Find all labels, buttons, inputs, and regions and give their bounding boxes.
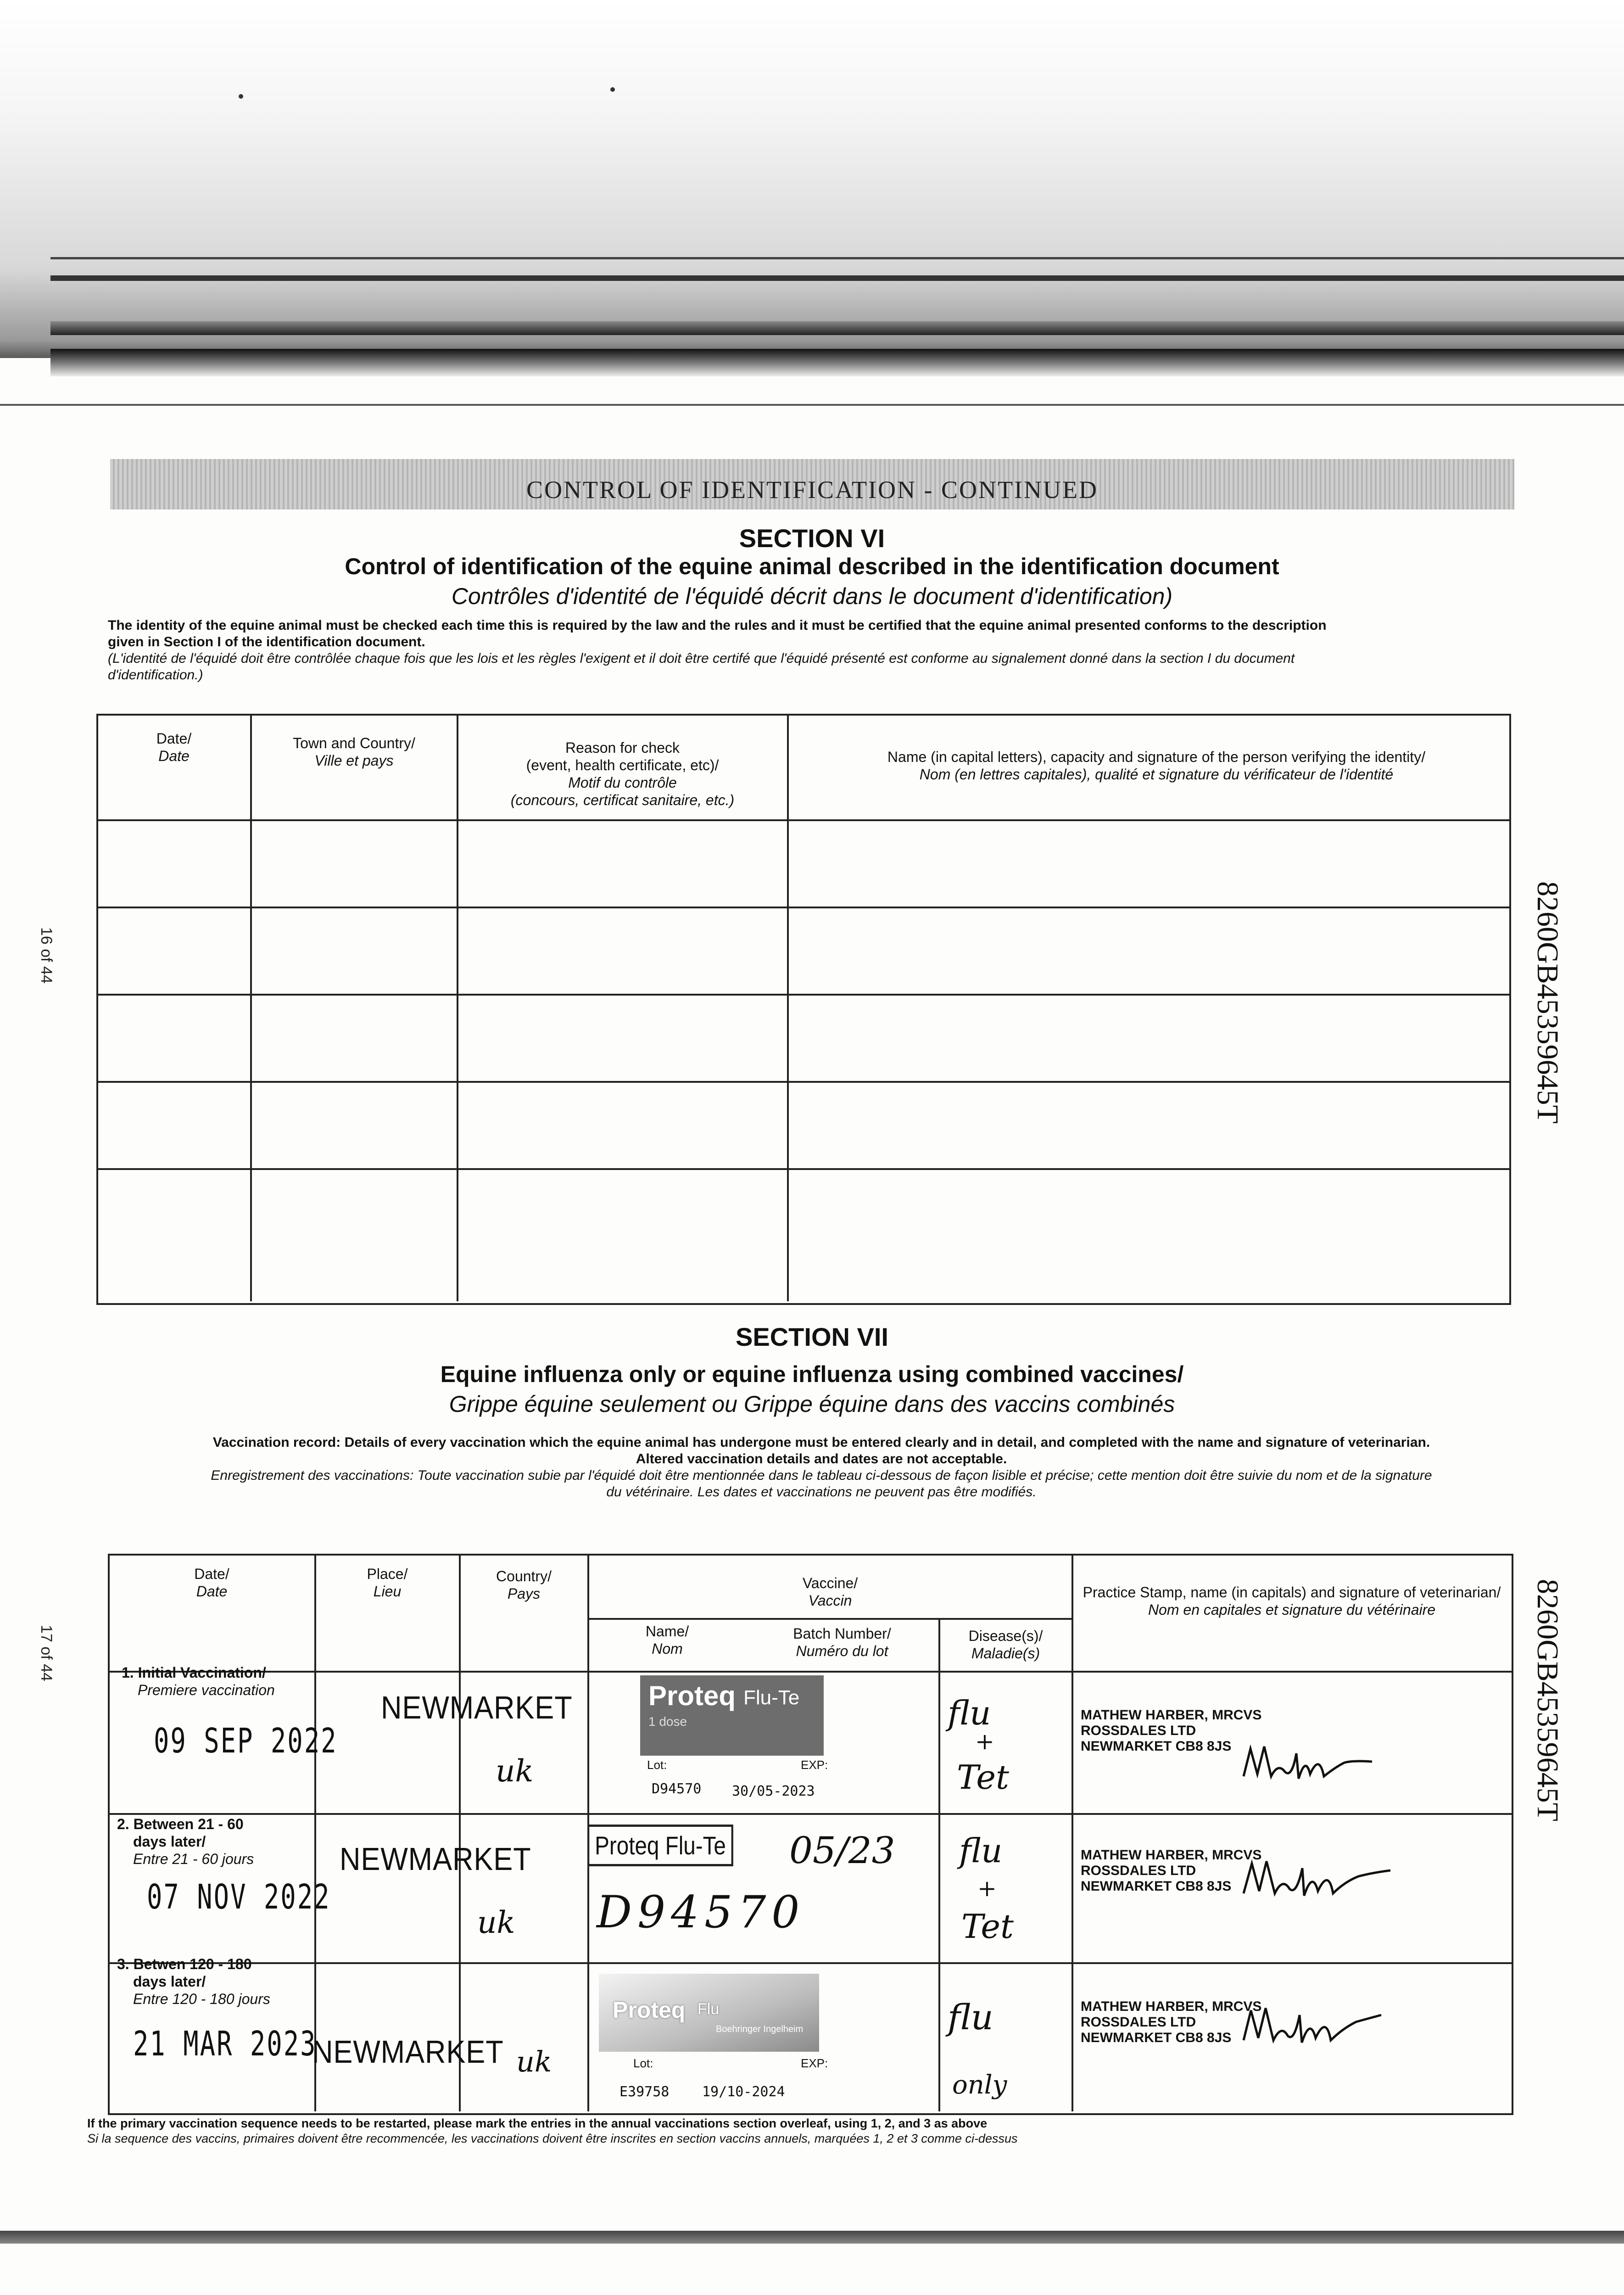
col-reason-en2: (event, health certificate, etc)/ <box>526 757 719 773</box>
row-divider <box>96 907 1509 908</box>
row3-vaccine-brand: Proteq <box>613 1997 686 2023</box>
row1-place-stamp: NEWMARKET <box>381 1690 573 1725</box>
row3-disease-2: only <box>952 2070 1007 2100</box>
section7-record-fr-2: du vétérinaire. Les dates et vaccinations ne peuvent pas être modifiés. <box>606 1484 1037 1500</box>
row2-label-en-1: 2. Between 21 - 60 <box>117 1816 244 1832</box>
row1-label <box>122 1664 275 1699</box>
vacc-stamp-en: Practice Stamp, name (in capitals) and signature of veterinarian/ <box>1083 1584 1501 1601</box>
col-verifier-header <box>808 748 1505 783</box>
row1-vaccine-label <box>640 1675 824 1756</box>
vacc-batch-en: Batch Number/ <box>793 1625 891 1642</box>
section7-heading-fr: Grippe équine seulement ou Grippe équine dans des vaccins combinés <box>449 1391 1175 1417</box>
row1-vet-address: NEWMARKET CB8 8JS <box>1081 1739 1232 1754</box>
row3-label-en-1: 3. Betwen 120 - 180 <box>117 1956 252 1972</box>
row2-expiry: 05/23 <box>789 1829 895 1872</box>
row1-country-handwritten: uk <box>496 1753 534 1789</box>
passport-id-bottom: 8260GB45359645T <box>1531 1579 1564 1821</box>
column-divider <box>938 1618 940 2111</box>
row2-label-en-2: days later/ <box>133 1833 206 1850</box>
col-date-header <box>110 1565 314 1600</box>
row-divider <box>587 1618 1073 1620</box>
col-town-en: Town and Country/ <box>293 735 415 751</box>
section6-intro-fr-2: d'identification.) <box>108 667 203 683</box>
scan-speck <box>610 87 615 92</box>
row3-vaccine-label <box>599 1974 819 2052</box>
section6-title: SECTION VI <box>739 524 885 553</box>
section6-intro-fr-1: (L'identité de l'équidé doit être contrôlée chaque fois que les lois et les règles l'exigent et il doit être certifé que l'équidé présenté est conforme au signalement donné dans la section I du document <box>108 651 1295 666</box>
vacc-stamp-fr: Nom en capitales et signature du vétérinaire <box>1148 1601 1436 1618</box>
page-number-top: 16 of 44 <box>38 927 55 984</box>
row3-vaccine-name: Flu <box>698 2000 720 2018</box>
section6-intro-en-1: The identity of the equine animal must be checked each time this is required by the law and the rules and it must be certified that the equine animal presented conforms to the description <box>108 618 1327 633</box>
row2-vet-address: NEWMARKET CB8 8JS <box>1081 1879 1232 1894</box>
section6-heading-fr: Contrôles d'identité de l'équidé décrit dans le document d'identification) <box>451 583 1173 609</box>
row3-exp-label: EXP: <box>801 2056 828 2070</box>
banner-title: CONTROL OF IDENTIFICATION - CONTINUED <box>526 476 1098 504</box>
vacc-date-en: Date/ <box>194 1566 229 1582</box>
vacc-name-en: Name/ <box>645 1623 689 1640</box>
column-divider <box>787 714 789 1301</box>
row2-disease-1: flu <box>959 1831 1003 1870</box>
row3-vet-stamp <box>1081 1999 1261 2046</box>
section7-record-en-1: Vaccination record: Details of every vaccination which the equine animal has undergone must be entered clearly and in detail, and completed with the name and signature of veterinarian. <box>212 1435 1430 1450</box>
col-town-fr: Ville et pays <box>314 752 394 769</box>
section6-intro-en-2: given in Section I of the identification document. <box>108 634 425 649</box>
row1-signature <box>1239 1735 1377 1790</box>
col-name-header <box>589 1623 745 1657</box>
row1-date-stamp: 09 SEP 2022 <box>154 1721 338 1761</box>
vacc-name-fr: Nom <box>652 1640 683 1657</box>
section6-intro <box>108 617 1521 683</box>
row2-vet-stamp <box>1081 1847 1261 1894</box>
row2-vaccine-stamp: Proteq Flu-Te <box>587 1825 733 1866</box>
row1-vaccine-brand: Proteq <box>648 1680 736 1711</box>
row3-disease-1: flu <box>948 1997 993 2038</box>
scan-shadow <box>0 0 1624 358</box>
row2-signature <box>1239 1850 1395 1909</box>
scan-line <box>50 321 1624 335</box>
col-reason-fr: Motif du contrôle <box>568 774 677 791</box>
row1-disease-plus: + <box>975 1728 994 1755</box>
row-divider <box>108 1671 1512 1673</box>
row1-label-fr: Premiere vaccination <box>138 1682 275 1698</box>
row1-exp-label: EXP: <box>801 1758 828 1772</box>
passport-id-top: 8260GB45359645T <box>1531 881 1564 1124</box>
row3-date-stamp: 21 MAR 2023 <box>133 2024 317 2064</box>
row3-lot-label: Lot: <box>633 2056 653 2070</box>
col-verifier-en: Name (in capital letters), capacity and signature of the person verifying the identity/ <box>887 749 1426 765</box>
scan-speck <box>239 94 243 99</box>
column-divider <box>459 1554 461 2111</box>
section6-heading-en: Control of identification of the equine animal described in the identification document <box>345 554 1279 579</box>
vacc-place-en: Place/ <box>367 1566 408 1582</box>
col-vet-header <box>1076 1584 1507 1618</box>
col-vaccine-header <box>589 1574 1071 1609</box>
footnote-fr: Si la sequence des vaccins, primaires doivent être recommencée, les vaccinations doivent être inscrites en section vaccins annuels, marquées 1, 2 et 3 comme ci-dessus <box>87 2132 1018 2145</box>
row2-label <box>117 1815 254 1868</box>
col-town-header <box>252 734 456 769</box>
col-country-header <box>461 1567 587 1602</box>
vacc-date-fr: Date <box>196 1583 228 1600</box>
row3-vet-name: MATHEW HARBER, MRCVS <box>1081 1999 1262 2014</box>
vacc-country-en: Country/ <box>496 1568 552 1584</box>
row2-disease-2: Tet <box>961 1907 1014 1946</box>
row2-place-stamp: NEWMARKET <box>340 1841 531 1877</box>
row-divider <box>96 819 1509 821</box>
row1-vaccine-name: Flu-Te <box>743 1686 800 1709</box>
scan-line <box>50 349 1624 376</box>
row3-batch: E39758 <box>619 2084 670 2100</box>
col-disease-header <box>940 1627 1071 1662</box>
col-date-fr: Date <box>158 748 190 764</box>
footnote-en: If the primary vaccination sequence needs to be restarted, please mark the entries in the annual vaccinations section overleaf, using 1, 2, and 3 as above <box>87 2116 988 2130</box>
col-reason-fr2: (concours, certificat sanitaire, etc.) <box>510 792 735 808</box>
row3-expiry: 19/10-2024 <box>702 2084 785 2100</box>
row3-vet-address: NEWMARKET CB8 8JS <box>1081 2030 1232 2045</box>
row-divider <box>108 1813 1512 1815</box>
row2-vet-name: MATHEW HARBER, MRCVS <box>1081 1847 1262 1863</box>
row3-label-en-2: days later/ <box>133 1973 206 1990</box>
vacc-vaccine-fr: Vaccin <box>808 1592 852 1609</box>
row1-disease-1: flu <box>948 1694 991 1732</box>
section7-record-fr-1: Enregistrement des vaccinations: Toute vaccination subie par l'équidé doit être mentionnée dans le tableau ci-dessous de façon lisible et précise; cette mention doit être suivie du nom et de la signature <box>211 1468 1432 1483</box>
col-reason-header <box>458 739 787 809</box>
column-divider <box>250 714 252 1301</box>
col-date-header <box>98 730 250 765</box>
row-divider <box>96 1168 1509 1170</box>
row1-disease-2: Tet <box>957 1758 1009 1797</box>
row2-vet-practice: ROSSDALES LTD <box>1081 1863 1196 1878</box>
row2-label-fr: Entre 21 - 60 jours <box>133 1851 254 1867</box>
scan-bottom-edge <box>0 2231 1624 2244</box>
section7-heading-en: Equine influenza only or equine influenza using combined vaccines/ <box>440 1361 1184 1387</box>
row-divider <box>96 994 1509 996</box>
page-number-bottom: 17 of 44 <box>38 1625 55 1681</box>
row1-expiry: 30/05-2023 <box>732 1783 815 1799</box>
row3-country-handwritten: uk <box>516 2045 552 2078</box>
row1-vaccine-dose: 1 dose <box>648 1714 687 1729</box>
row3-place-stamp: NEWMARKET <box>312 2034 504 2070</box>
row1-vet-practice: ROSSDALES LTD <box>1081 1723 1196 1738</box>
row3-signature <box>1239 1997 1386 2056</box>
row3-vet-practice: ROSSDALES LTD <box>1081 2015 1196 2030</box>
section7-record-en-2: Altered vaccination details and dates are not acceptable. <box>636 1451 1007 1467</box>
row3-label-fr: Entre 120 - 180 jours <box>133 1991 270 2007</box>
row1-vet-name: MATHEW HARBER, MRCVS <box>1081 1707 1262 1723</box>
scan-line <box>50 275 1624 281</box>
col-place-header <box>316 1565 458 1600</box>
col-date-en: Date/ <box>156 730 192 747</box>
row3-vaccine-maker: Boehringer Ingelheim <box>716 2024 804 2034</box>
row2-batch: D94570 <box>597 1886 805 1938</box>
row2-country-handwritten: uk <box>477 1905 515 1940</box>
identification-table <box>96 714 1511 1305</box>
row1-label-en: 1. Initial Vaccination/ <box>122 1664 266 1681</box>
row-divider <box>96 1081 1509 1083</box>
vacc-batch-fr: Numéro du lot <box>796 1643 888 1659</box>
vacc-vaccine-en: Vaccine/ <box>802 1575 858 1591</box>
column-divider <box>1072 1554 1073 2111</box>
vacc-disease-en: Disease(s)/ <box>968 1628 1043 1644</box>
vacc-disease-fr: Maladie(s) <box>971 1645 1040 1662</box>
row1-vet-stamp <box>1081 1707 1261 1754</box>
footnote <box>87 2116 1326 2146</box>
col-verifier-fr: Nom (en lettres capitales), qualité et signature du vérificateur de l'identité <box>919 766 1394 783</box>
row2-date-stamp: 07 NOV 2022 <box>147 1877 331 1917</box>
section-banner <box>110 459 1514 509</box>
row-divider <box>108 1962 1512 1964</box>
scan-line <box>50 257 1624 259</box>
vacc-country-fr: Pays <box>507 1585 541 1602</box>
row2-disease-plus: + <box>977 1875 997 1902</box>
row3-label <box>117 1955 270 2008</box>
section7-record <box>119 1434 1524 1500</box>
row1-lot-label: Lot: <box>647 1758 667 1772</box>
row1-batch: D94570 <box>652 1781 702 1797</box>
col-batch-header <box>748 1625 936 1660</box>
section7-title: SECTION VII <box>736 1322 888 1351</box>
scan-line <box>0 404 1624 406</box>
vacc-place-fr: Lieu <box>373 1583 402 1600</box>
col-reason-en: Reason for check <box>565 739 680 756</box>
